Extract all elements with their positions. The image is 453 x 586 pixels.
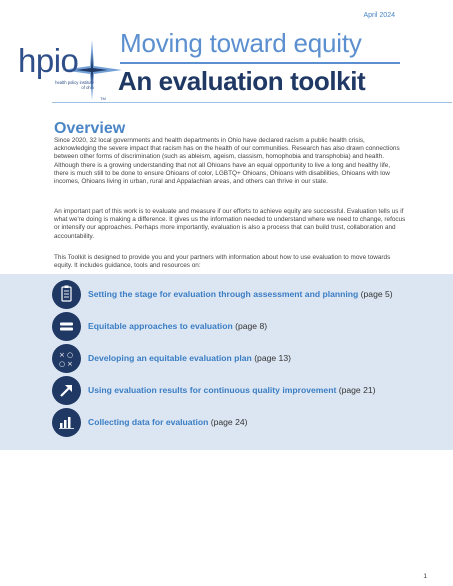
overview-paragraph-3: This Toolkit is designed to provide you and your partners with information about how to use evaluation to move towards equity. It includes guidance, tools and resources on: — [54, 254, 391, 270]
toc-link[interactable]: Developing an equitable evaluation plan — [88, 353, 252, 363]
toc-item-plan[interactable] — [52, 344, 432, 374]
title-line-2: An evaluation toolkit — [118, 66, 366, 96]
svg-text:○: ○ — [67, 351, 74, 359]
toc-page: (page 13) — [254, 353, 291, 363]
toc-link[interactable]: Equitable approaches to evaluation — [88, 321, 233, 331]
page-number: 1 — [423, 573, 427, 580]
toc-page: (page 24) — [210, 417, 248, 427]
hpio-logo — [14, 40, 114, 102]
arrow-up-icon — [52, 376, 81, 405]
overview-paragraph-2: An important part of this work is to evaluate and measure if our efforts to achieve equity are successful. Evaluation tells us if what we're doing is making a difference. It gives us the information needed to understand where we need to change, refocus or intensify our approaches. Perhaps more importantly, evaluation is also a process that can build trust, collaboration and accountability. — [54, 208, 406, 240]
overview-heading: Overview — [54, 120, 126, 137]
toc-item-approaches[interactable] — [52, 312, 432, 342]
toc-item-data[interactable] — [52, 408, 432, 438]
title-line-1: Moving toward equity — [120, 28, 362, 58]
clipboard-icon — [52, 280, 81, 309]
bar-chart-icon — [52, 408, 81, 437]
toc-band — [0, 274, 453, 450]
toc-link[interactable]: Collecting data for evaluation — [88, 417, 209, 427]
svg-text:○: ○ — [59, 360, 66, 368]
toc-link[interactable]: Setting the stage for evaluation through assessment and planning — [88, 289, 359, 299]
overview-paragraph-1: Since 2020, 32 local governments and health departments in Ohio have declared racism a public health crisis, acknowledging the severe impact that racism has on the health of our communities. Research has also drawn connections between other forms of discrimination (such as ableism, ageism, classism, homophobia and transphobia) and health. Although there is a growing understanding that not all Ohioans have an equal opportunity to live a long and healthy life, there is much still to be done to ensure Ohioans of color, LGBTQ+ Ohioans, Ohioans with disabilities, Ohioans with low incomes, Ohioans living in urban, rural and Appalachian areas, and others can thrive in our state. — [54, 137, 400, 186]
toc-page: (page 21) — [338, 385, 376, 395]
toc-link[interactable]: Using evaluation results for continuous quality improvement — [88, 385, 337, 395]
toc-item-quality[interactable] — [52, 376, 432, 406]
header-divider — [52, 102, 452, 103]
logo-trademark: TM — [100, 96, 106, 101]
toc-page: (page 5) — [360, 289, 393, 299]
toc-page: (page 8) — [235, 321, 268, 331]
toc-item-assessment[interactable] — [52, 280, 432, 310]
title-divider — [120, 62, 400, 64]
equals-icon — [52, 312, 81, 341]
svg-text:×: × — [67, 360, 73, 368]
logo-subtitle: health policy institute of ohio — [55, 80, 94, 90]
plan-icon — [52, 344, 81, 373]
logo-wordmark: hpio — [18, 42, 79, 79]
date-label: April 2024 — [363, 12, 395, 19]
svg-text:×: × — [59, 351, 65, 359]
